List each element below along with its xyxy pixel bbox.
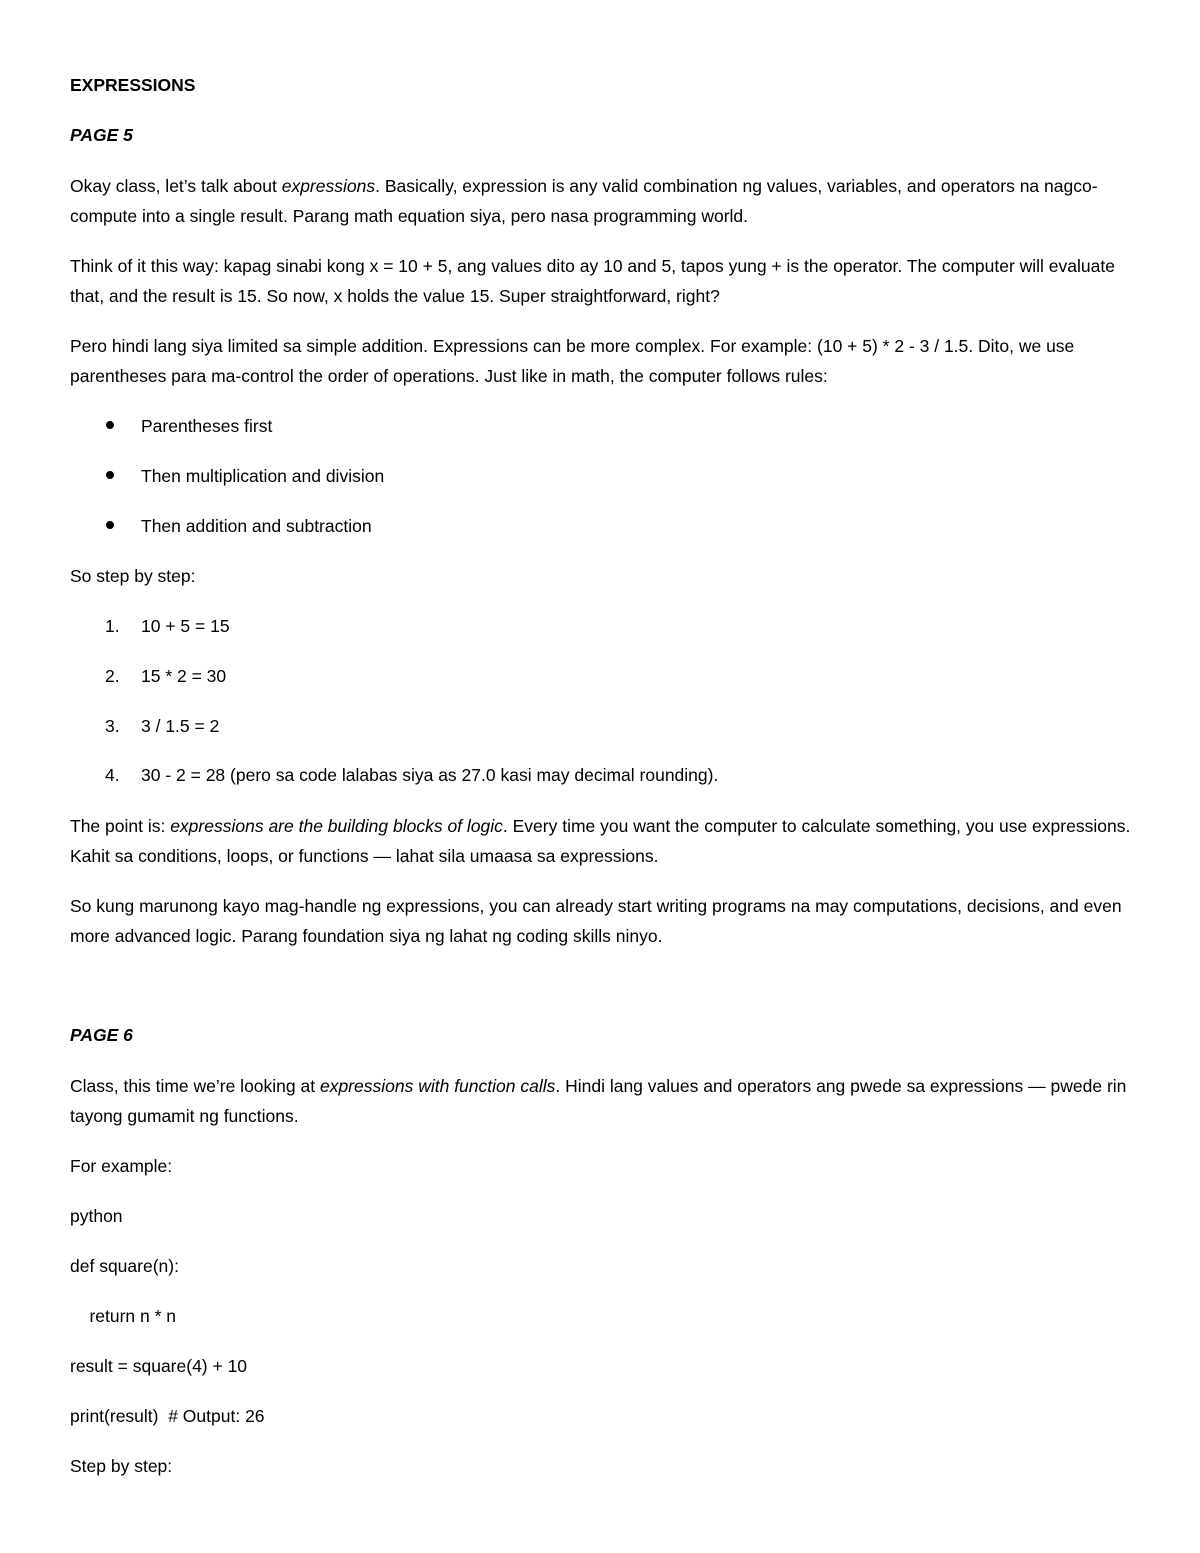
step-by-step-label: Step by step: <box>70 1456 173 1476</box>
bullet-icon <box>106 471 114 479</box>
page5-paragraph-2: Think of it this way: kapag sinabi kong x = 10 + 5, ang values dito ay 10 and 5, tapos yung + is the operator. The computer will evaluate that, and the result is 15. So now, x holds the value 15. Super straightforward, right? <box>70 256 1115 306</box>
code-line: def square(n): <box>70 1256 179 1276</box>
step-number: 2. <box>105 666 120 686</box>
code-line: return n * n <box>70 1306 177 1326</box>
steps-label: So step by step: <box>70 566 196 586</box>
code-line: print(result) # Output: 26 <box>70 1406 265 1426</box>
bullet-icon <box>106 521 114 529</box>
page5-paragraph-5: So kung marunong kayo mag-handle ng expressions, you can already start writing programs na may computations, decisions, and even more advanced logic. Parang foundation siya ng lahat ng coding skills ninyo. <box>70 896 1122 946</box>
bullet-icon <box>106 421 114 429</box>
page5-intro-paragraph: Okay class, let’s talk about expressions. Basically, expression is any valid combination ng values, variables, and operators na nagco-compute into a single result. Parang math equation siya, pero nasa programming world. <box>70 176 1098 226</box>
document-title: EXPRESSIONS <box>70 75 196 95</box>
page5-heading: PAGE 5 <box>70 125 133 145</box>
step-number: 4. <box>105 765 120 785</box>
step-number: 1. <box>105 616 120 636</box>
page6-intro-paragraph: Class, this time we’re looking at expressions with function calls. Hindi lang values and operators ang pwede sa expressions — pwede rin tayong gumamit ng functions. <box>70 1076 1127 1126</box>
code-line: python <box>70 1206 123 1226</box>
code-line: result = square(4) + 10 <box>70 1356 248 1376</box>
example-label: For example: <box>70 1156 173 1176</box>
page6-heading: PAGE 6 <box>70 1025 133 1045</box>
page5-paragraph-4: The point is: expressions are the building blocks of logic. Every time you want the computer to calculate something, you use expressions. Kahit sa conditions, loops, or functions — lahat sila umaasa sa expressions. <box>70 816 1131 866</box>
page5-paragraph-3: Pero hindi lang siya limited sa simple addition. Expressions can be more complex. For example: (10 + 5) * 2 - 3 / 1.5. Dito, we use parentheses para ma-control the order of operations. Just like in math, the computer follows rules: <box>70 336 1075 386</box>
step-number: 3. <box>105 716 120 736</box>
